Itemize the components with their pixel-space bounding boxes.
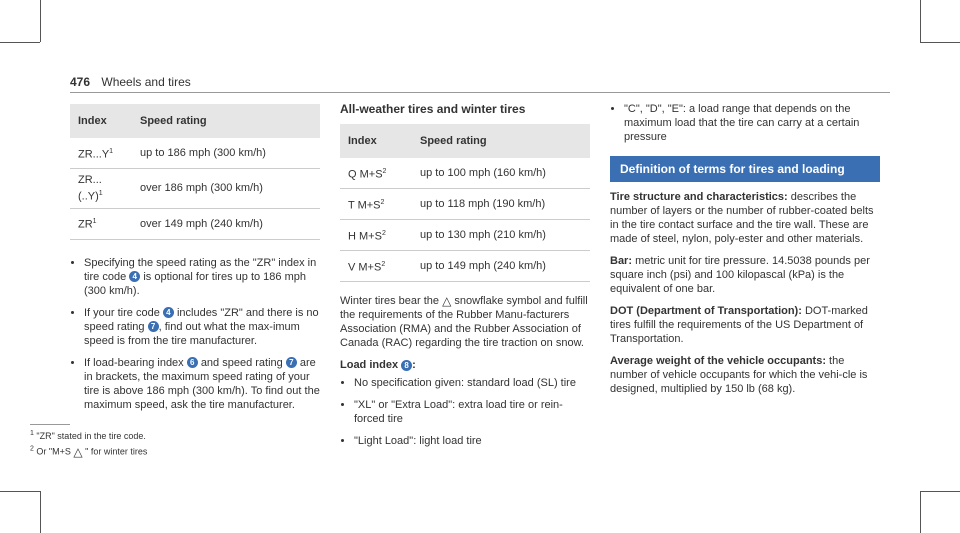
footnote-ref: 1 (98, 190, 103, 197)
section-title: Wheels and tires (101, 75, 191, 89)
crop-mark (920, 491, 921, 533)
winter-paragraph: Winter tires bear the △ snowflake symbol and fulfill the requirements of the Rubber Manu-facturers Association (RMA) and the Rubber Association of Canada (RAC) regarding the tire traction on snow. (340, 294, 588, 350)
crop-mark (0, 491, 40, 492)
table-row (70, 169, 320, 209)
load-index-list (340, 376, 590, 448)
speed-rating-notes (70, 256, 320, 412)
list-item: • "C", "D", "E": a load range that depends on the maximum load that the tire can carry at a certain pressure (624, 102, 880, 144)
footnote-ref: 1 (92, 218, 97, 226)
column-header: Index (340, 124, 412, 158)
callout-number: 4 (129, 271, 140, 282)
index-cell: V M+S (348, 261, 382, 274)
crop-mark (40, 0, 41, 42)
right-column (610, 102, 880, 404)
snowflake-mountain-icon: △ (73, 445, 83, 459)
list-item: • If load-bearing index 6 and speed rating 7 are in brackets, the maximum speed rating of your tire is above 186 mph (300 km/h). To find out the maximum speed, ask the tire manufacturer. (84, 356, 320, 412)
crop-mark (920, 0, 921, 42)
column-header: Speed rating (132, 104, 320, 138)
table-row (340, 189, 590, 220)
footnote-ref: 2 (382, 167, 387, 175)
table-row (340, 158, 590, 189)
rating-cell: up to 130 mph (210 km/h) (412, 220, 590, 251)
crop-mark (920, 491, 960, 492)
index-cell: H M+S (348, 230, 382, 243)
crop-mark (0, 42, 40, 43)
winter-speed-table (340, 124, 590, 282)
list-item: • No specification given: standard load (SL) tire (354, 376, 590, 390)
rating-cell: up to 100 mph (160 km/h) (412, 158, 590, 189)
definition-paragraph: Bar: metric unit for tire pressure. 14.5038 pounds per square inch (psi) and 100 kilopascal (kPa) is the equivalent of one bar. (610, 255, 870, 295)
rating-cell: up to 149 mph (240 km/h) (412, 251, 590, 282)
definitions-heading-bar: Definition of terms for tires and loading (610, 156, 880, 182)
index-cell: T M+S (348, 199, 381, 212)
definition-paragraph: DOT (Department of Transportation): DOT-marked tires fulfill the requirements of the US Department of Transportation. (610, 305, 868, 345)
page-header (70, 75, 191, 89)
list-item: • "Light Load": light load tire (354, 434, 590, 448)
callout-number: 6 (187, 357, 198, 368)
index-cell: ZR...Y (78, 148, 110, 161)
table-row (70, 208, 320, 239)
table-header (340, 124, 590, 158)
definition-paragraph: Tire structure and characteristics: describes the number of layers or the number of rubber-coated belts in the tire contact surface and the tire wall. These are made of steel, nylon, poly-ester and other materials. (610, 191, 874, 245)
table-row (340, 251, 590, 282)
footnote-divider (30, 424, 70, 425)
rating-cell: over 186 mph (300 km/h) (132, 169, 320, 209)
page-number: 476 (70, 75, 91, 89)
footnote-ref: 2 (381, 260, 386, 268)
load-range-list (610, 102, 880, 144)
header-divider (70, 92, 890, 93)
footnote: $^2$ Or "M+S △ " for winter tires (30, 445, 148, 459)
footnote-ref: 1 (109, 147, 114, 155)
callout-number: 8 (401, 360, 412, 371)
index-cell: Q M+S (348, 168, 383, 181)
index-cell: ZR...(..Y) (78, 174, 102, 203)
speed-rating-table (70, 104, 320, 240)
rating-cell: over 149 mph (240 km/h) (132, 208, 320, 239)
crop-mark (920, 42, 960, 43)
rating-cell: up to 118 mph (190 km/h) (412, 189, 590, 220)
table-row (340, 220, 590, 251)
section-heading: All-weather tires and winter tires (340, 102, 526, 116)
index-cell: ZR (78, 218, 93, 231)
definition-paragraph: Average weight of the vehicle occupants: the number of vehicle occupants for which the vehi-cle is designed, multiplied by 150 lb (68 kg). (610, 355, 868, 395)
footnote: $^1$ "ZR" stated in the tire code. (30, 430, 146, 441)
crop-mark (40, 491, 41, 533)
table-header (70, 104, 320, 138)
footnote-ref: 2 (380, 198, 385, 206)
column-header: Index (70, 104, 132, 138)
callout-number: 7 (148, 321, 159, 332)
snowflake-mountain-icon: △ (442, 294, 452, 309)
list-item: • "XL" or "Extra Load": extra load tire or rein-forced tire (354, 398, 590, 426)
left-column (70, 104, 320, 420)
table-row (70, 138, 320, 169)
footnote-ref: 2 (381, 229, 386, 237)
list-item: • Specifying the speed rating as the "ZR" index in tire code 4 is optional for tires up to 186 mph (300 km/h). (84, 256, 320, 298)
rating-cell: up to 186 mph (300 km/h) (132, 138, 320, 169)
callout-number: 4 (163, 307, 174, 318)
load-index-heading: Load index 8 : (340, 359, 416, 372)
list-item: • If your tire code 4 includes "ZR" and there is no speed rating 7 , find out what the max-imum speed is from the tire manufacturer. (84, 306, 320, 348)
middle-column (340, 102, 590, 456)
column-header: Speed rating (412, 124, 590, 158)
callout-number: 7 (286, 357, 297, 368)
